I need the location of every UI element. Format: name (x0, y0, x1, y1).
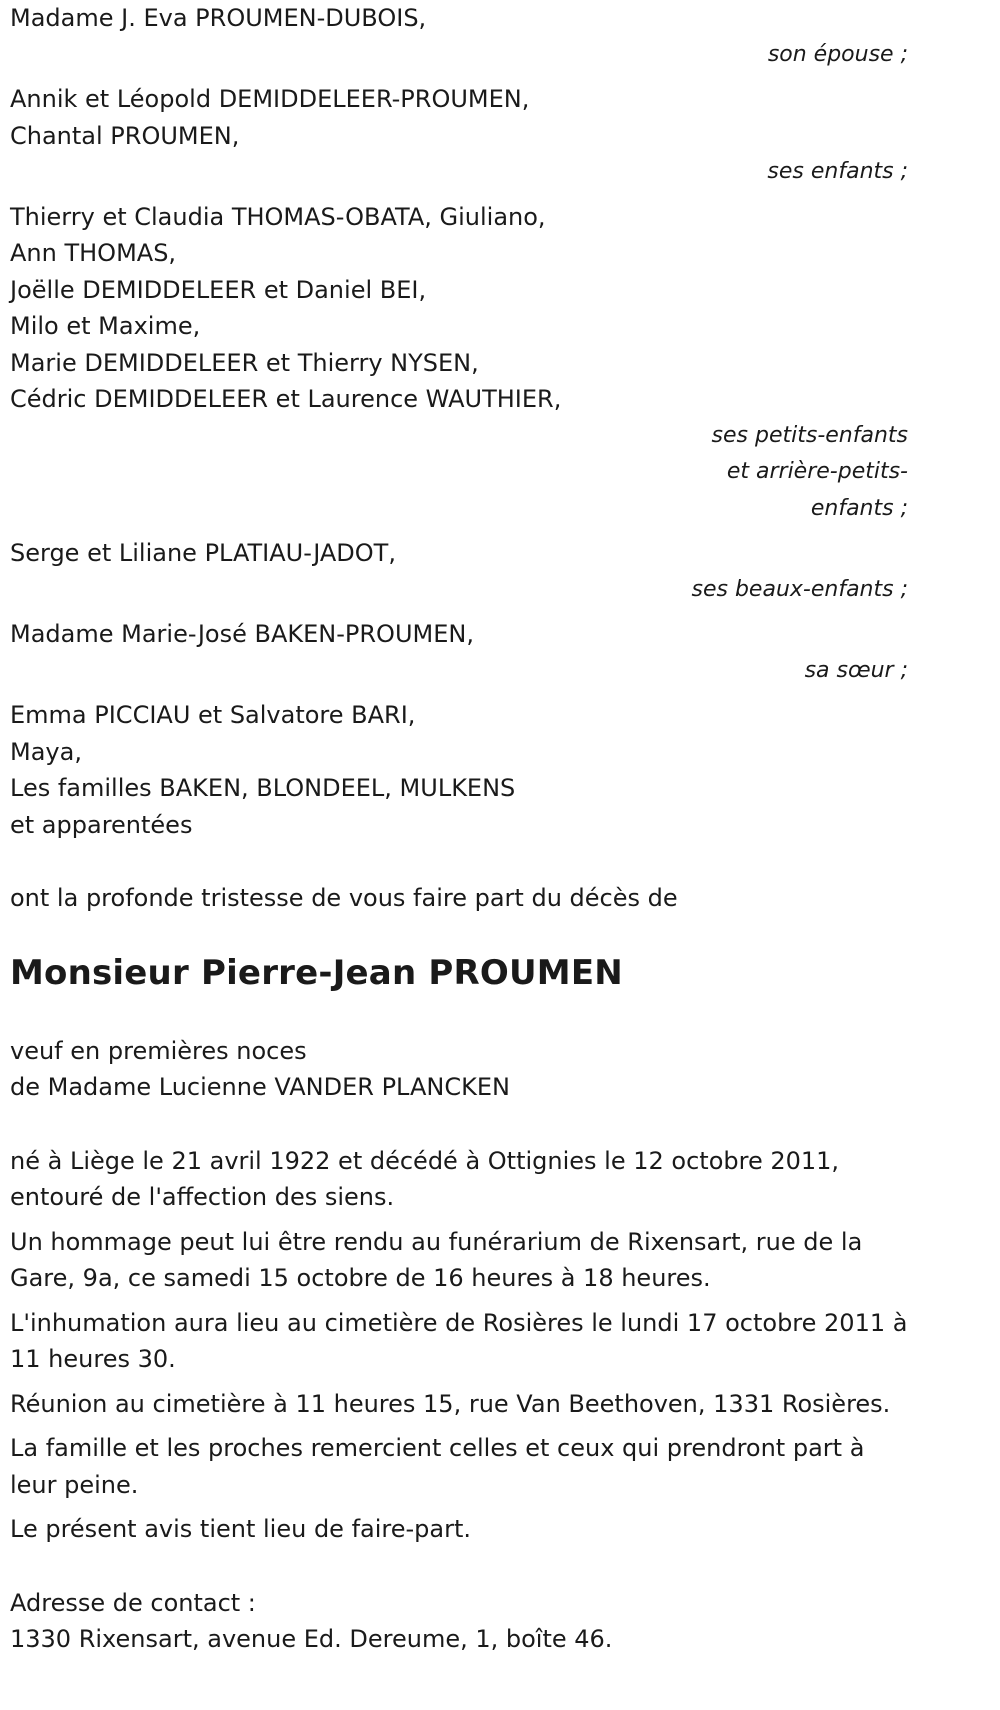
family-relation: ses enfants ; (767, 159, 908, 184)
paragraph-thanks: La famille et les proches remercient celles et ceux qui prendront part à leur peine. (10, 1434, 865, 1499)
family-name-line: Thierry et Claudia THOMAS-OBATA, Giuliano, (10, 202, 546, 231)
family-relation: sa sœur ; (804, 657, 908, 683)
family-name-line: Ann THOMAS, (10, 239, 177, 267)
widower-line: veuf en premières noces (10, 1036, 307, 1065)
family-group-others (10, 697, 910, 843)
family-group-sister (10, 616, 910, 689)
family-name-line: Madame J. Eva PROUMEN-DUBOIS, (10, 4, 427, 32)
family-name-line: Maya, (10, 737, 82, 766)
family-group-children (10, 81, 910, 191)
family-name-line: Serge et Liliane PLATIAU-JADOT, (10, 539, 396, 567)
family-name-line: Chantal PROUMEN, (10, 121, 240, 150)
family-relation: son épouse ; (767, 41, 908, 67)
obituary-notice (10, 0, 910, 1658)
family-name-line: Cédric DEMIDDELEER et Laurence WAUTHIER, (10, 385, 562, 413)
family-name-line: Madame Marie-José BAKEN-PROUMEN, (10, 620, 474, 648)
family-group-spouse (10, 0, 910, 73)
family-relation: ses beaux-enfants ; (691, 576, 908, 602)
paragraph-burial: L'inhumation aura lieu au cimetière de Rosières le lundi 17 octobre 2011 à 11 heures 30. (10, 1308, 908, 1373)
paragraph-notice: Le présent avis tient lieu de faire-part. (10, 1515, 472, 1543)
contact-address: 1330 Rixensart, avenue Ed. Dereume, 1, boîte 46. (10, 1625, 613, 1653)
family-relation: enfants ; (810, 495, 908, 521)
contact-block (10, 1585, 910, 1658)
family-name-line: Annik et Léopold DEMIDDELEER-PROUMEN, (10, 85, 530, 113)
deceased-name: Monsieur Pierre-Jean PROUMEN (10, 952, 623, 993)
paragraph-meeting: Réunion au cimetière à 11 heures 15, rue Van Beethoven, 1331 Rosières. (10, 1389, 891, 1418)
family-relation: ses petits-enfants (711, 422, 908, 448)
paragraph-birth-death: né à Liège le 21 avril 1922 et décédé à Ottignies le 12 octobre 2011, entouré de l'affection des siens. (10, 1146, 840, 1211)
widower-note (10, 1033, 910, 1106)
family-relation: et arrière-petits- (726, 459, 908, 484)
family-name-line: Joëlle DEMIDDELEER et Daniel BEI, (10, 275, 427, 304)
family-group-grandchildren (10, 199, 910, 528)
family-group-in-laws (10, 535, 910, 608)
contact-label: Adresse de contact : (10, 1588, 256, 1617)
family-name-line: Les familles BAKEN, BLONDEEL, MULKENS (10, 774, 516, 802)
family-name-line: Emma PICCIAU et Salvatore BARI, (10, 701, 416, 729)
family-name-line: Marie DEMIDDELEER et Thierry NYSEN, (10, 348, 479, 377)
paragraph-tribute: Un hommage peut lui être rendu au funérarium de Rixensart, rue de la Gare, 9a, ce samedi 15 octobre de 16 heures à 18 heures. (10, 1227, 863, 1292)
widower-line: de Madame Lucienne VANDER PLANCKEN (10, 1073, 510, 1101)
family-name-line: et apparentées (10, 810, 193, 839)
announcement-text: ont la profonde tristesse de vous faire part du décès de (10, 884, 678, 912)
family-name-line: Milo et Maxime, (10, 312, 201, 340)
